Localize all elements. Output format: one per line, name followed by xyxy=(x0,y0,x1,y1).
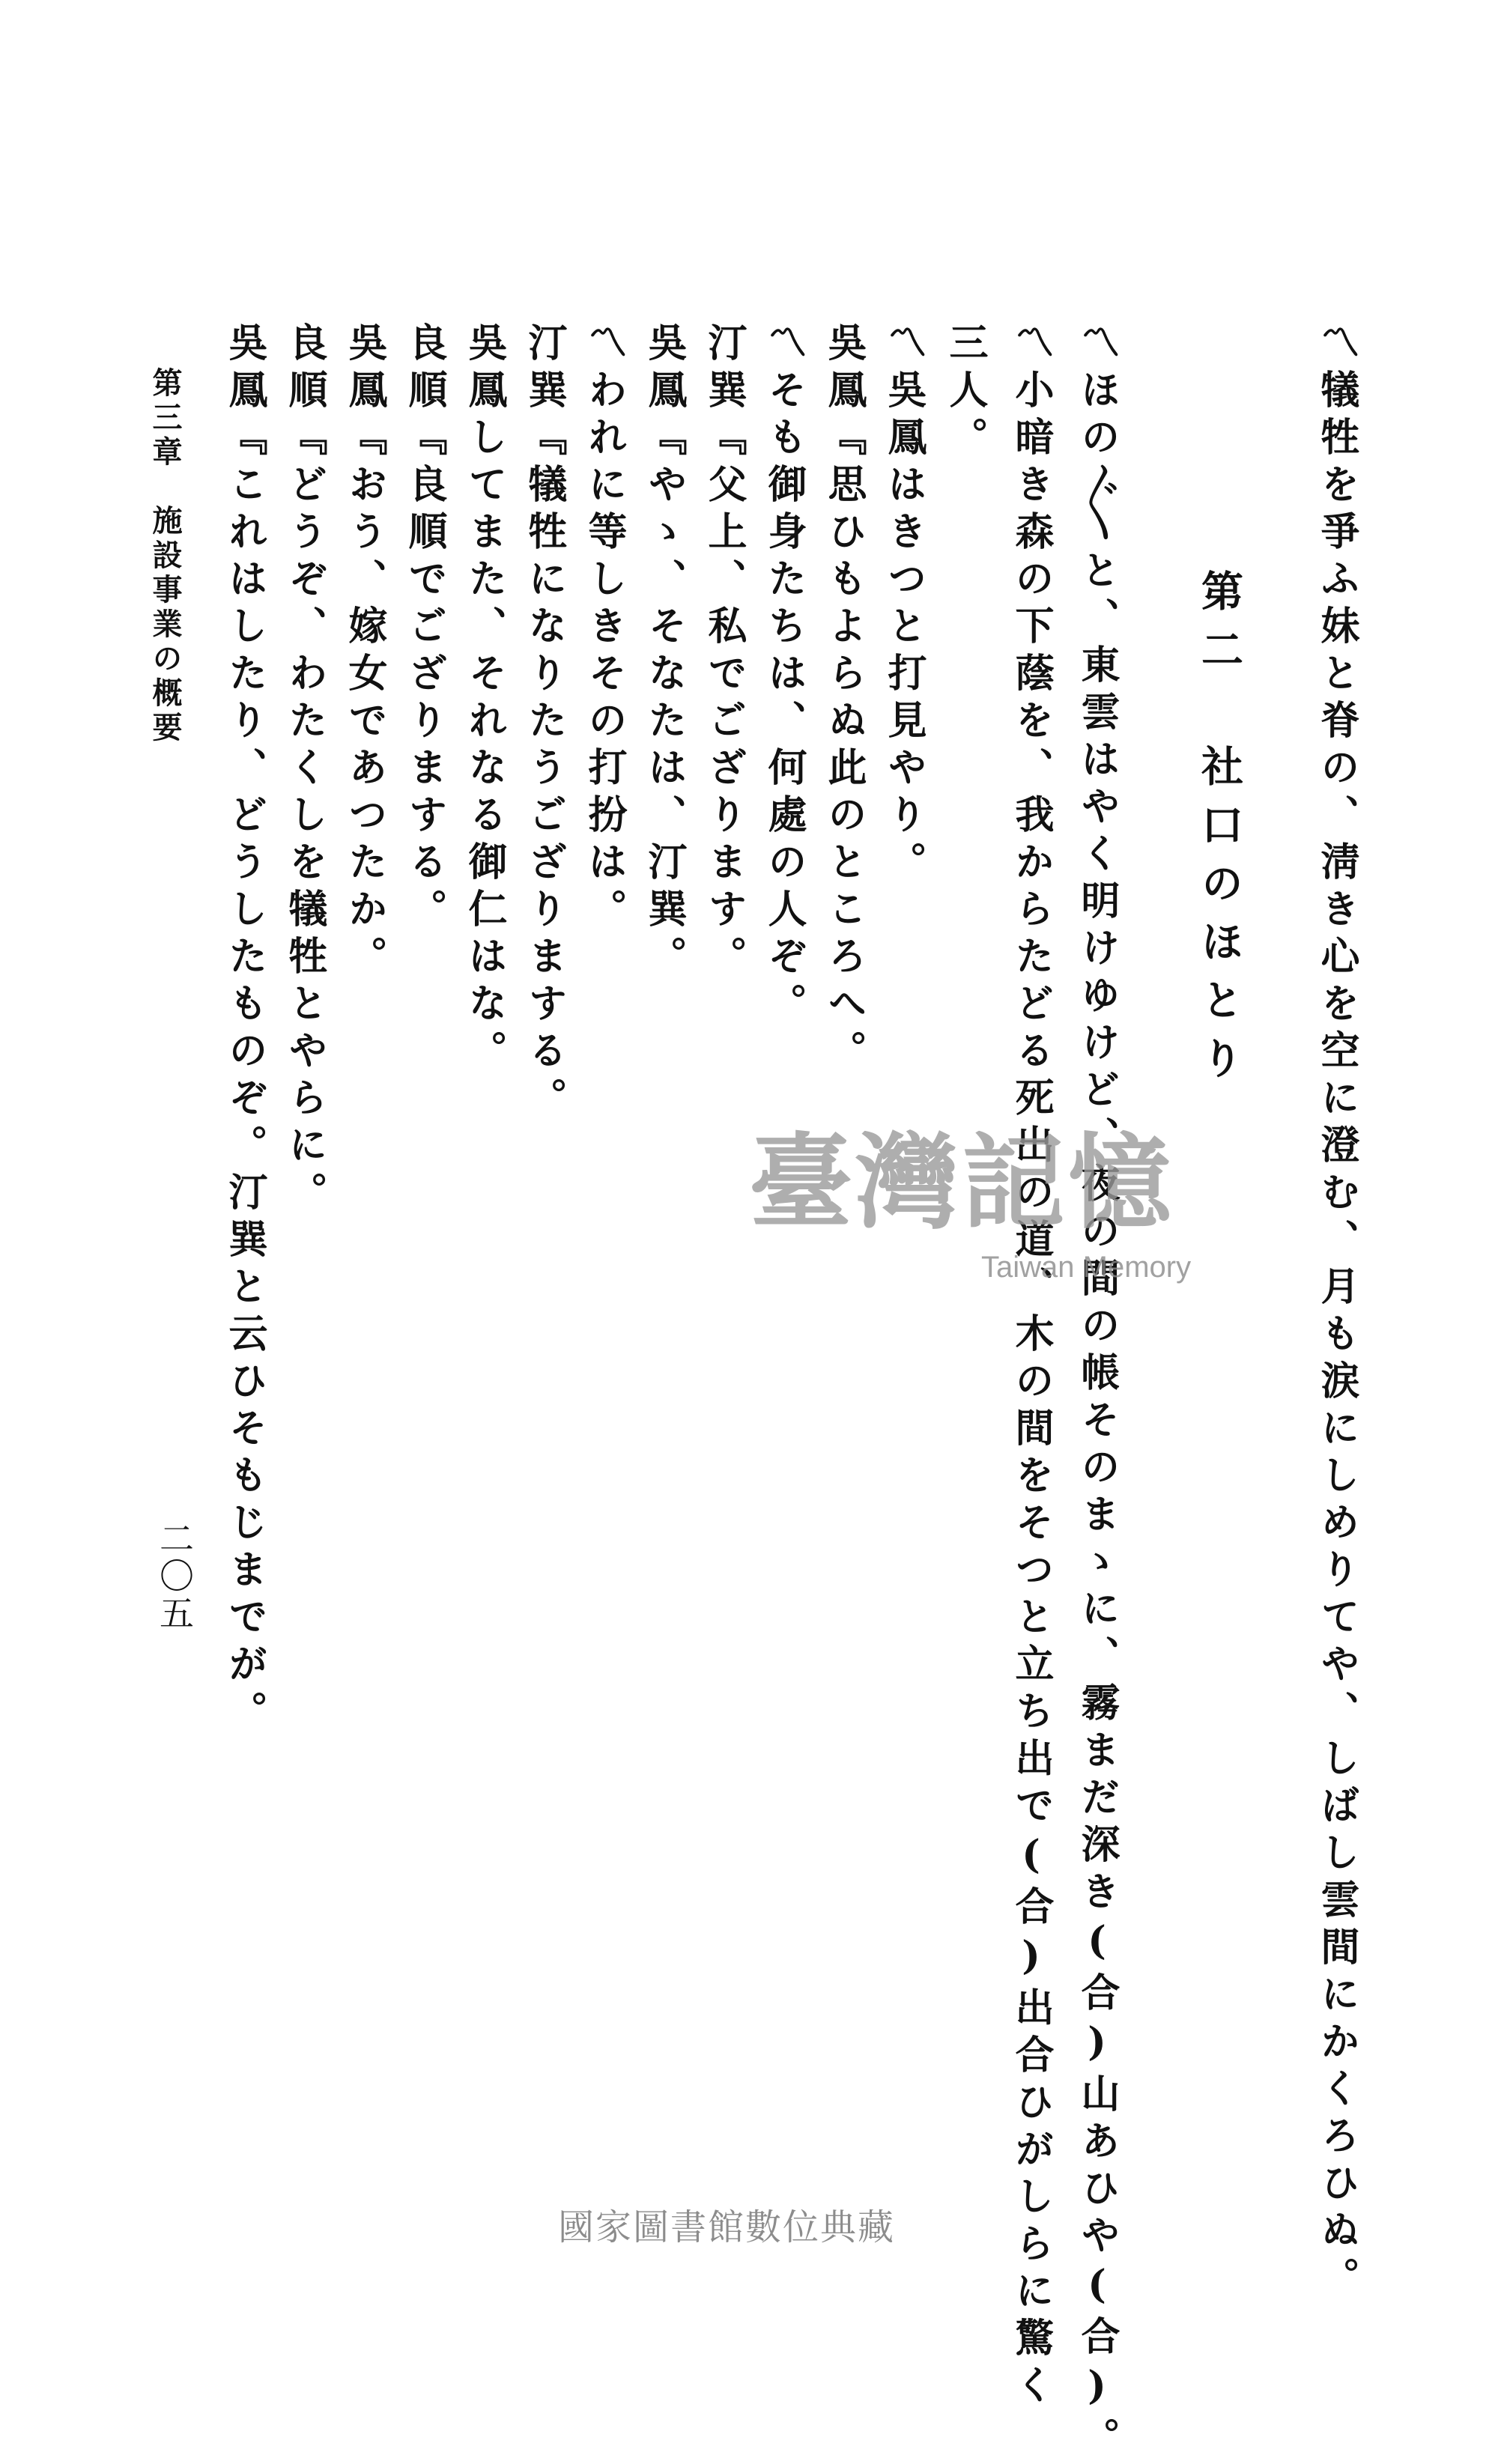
archive-footer: 國家圖書館數位典藏 xyxy=(558,2206,896,2248)
text-line-1: 〽犠牲を爭ふ妹と脊の、淸き心を空に澄む、月も涙にしめりてや、しばし雲間にかくろひぬ。 xyxy=(1314,322,1359,2304)
section-heading: 第二 社口のほとり xyxy=(1195,569,1244,1095)
text-line-8: 汀巽『父上、私でござります。 xyxy=(701,322,747,983)
text-line-2: 〽ほの〴〵と、東雲はやく明けゆけど、夜の間の帳そのまゝに、霧まだ深き(合)山あひや(合)。 xyxy=(1074,322,1120,2464)
text-line-13: 良順『良順でござりまする。 xyxy=(401,322,447,935)
text-line-5: 〽吳鳳はきつと打見やり。 xyxy=(881,322,927,888)
text-line-12: 吳鳳してまた、それなる御仁はな。 xyxy=(461,322,507,1077)
watermark-sub-text: Taiwan Memory xyxy=(981,1251,1192,1284)
text-line-10: 〽われに等しきその打扮は。 xyxy=(581,322,627,935)
watermark-main-text: 臺灣記憶 xyxy=(749,1121,1175,1243)
text-line-14: 吳鳳『おう、嫁女であつたか。 xyxy=(342,322,387,983)
watermark xyxy=(749,1121,1243,1296)
text-line-7: 〽そも御身たちは、何處の人ぞ。 xyxy=(761,322,807,1030)
text-line-9: 吳鳳『やゝ、そなたは、汀巽。 xyxy=(641,322,687,983)
chapter-footer: 第三章 施設事業の概要 xyxy=(148,367,183,746)
page-number: 二〇五 xyxy=(154,1520,195,1633)
text-line-6: 吳鳳『思ひもよらぬ此のところへ。 xyxy=(821,322,867,1077)
text-line-4: 三人。 xyxy=(942,322,988,464)
text-line-15: 良順『どうぞ、わたくしを犠牲とやらに。 xyxy=(282,322,327,1219)
text-line-11: 汀巽『犠牲になりたうござりまする。 xyxy=(521,322,567,1124)
text-line-3: 〽小暗き森の下蔭を、我からたどる死出の道、木の間をそつと立ち出で(合)出合ひがしらに驚く xyxy=(1008,322,1054,2412)
text-line-16: 吳鳳『これはしたり、どうしたものぞ。汀巽と云ひそもじまでが。 xyxy=(222,322,267,1738)
